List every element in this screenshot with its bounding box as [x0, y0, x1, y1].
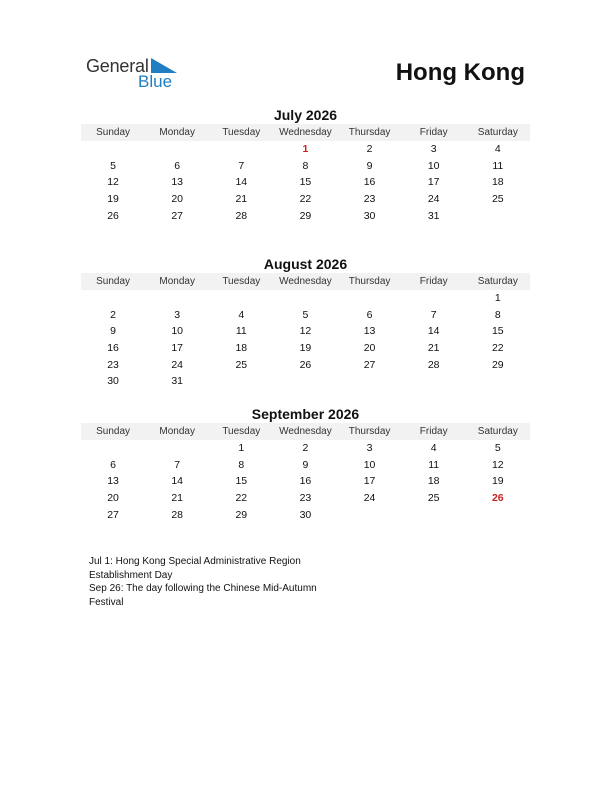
day-cell: 13	[171, 176, 184, 189]
day-cell: 28	[235, 209, 248, 222]
month-july	[81, 106, 530, 224]
day-cell: 4	[238, 308, 245, 321]
day-cell: 11	[492, 159, 504, 172]
weekday-label: Sunday	[96, 426, 131, 437]
day-cell: 26	[299, 358, 312, 371]
day-cell: 30	[363, 209, 376, 222]
day-cell: 11	[428, 458, 440, 471]
month-august	[81, 255, 530, 390]
day-cell: 27	[363, 358, 376, 371]
day-cell: 29	[491, 358, 504, 371]
day-cell: 27	[107, 508, 119, 521]
day-cell: 14	[235, 176, 248, 189]
day-cell: 17	[427, 176, 440, 189]
day-cell: 19	[107, 193, 119, 206]
day-cell: 11	[235, 325, 247, 338]
logo	[86, 56, 186, 92]
day-cell: 17	[171, 342, 184, 355]
weekday-label: Wednesday	[279, 426, 332, 437]
day-cell: 9	[302, 458, 309, 471]
day-cell: 25	[427, 492, 440, 505]
week-row	[81, 174, 530, 191]
logo-blue-text: Blue	[138, 72, 173, 91]
weekday-label: Sunday	[96, 276, 131, 287]
logo-general-text: General	[86, 56, 149, 76]
month-title: July 2026	[273, 107, 338, 123]
week-row	[81, 290, 530, 307]
weekday-label: Monday	[159, 127, 195, 138]
day-cell: 25	[491, 193, 504, 206]
holiday-notes	[89, 555, 349, 609]
day-cell: 12	[107, 176, 119, 189]
day-cell: 20	[107, 492, 119, 505]
day-cell: 2	[110, 308, 116, 321]
weekday-label: Wednesday	[279, 127, 332, 138]
day-cell: 7	[238, 159, 245, 172]
day-cell: 22	[299, 193, 312, 206]
day-cell: 21	[235, 193, 248, 206]
day-cell: 12	[299, 325, 312, 338]
week-row	[81, 323, 530, 340]
holiday-note: Jul 1: Hong Kong Special Administrative Region Establishment Day	[89, 556, 301, 581]
week-row	[81, 440, 530, 457]
week-row	[81, 457, 530, 474]
day-cell: 18	[491, 176, 504, 189]
weekday-label: Tuesday	[222, 127, 261, 138]
month-title: August 2026	[263, 256, 348, 272]
week-row	[81, 307, 530, 324]
day-cell: 7	[174, 458, 181, 471]
day-cell: 27	[171, 209, 184, 222]
day-cell: 10	[427, 159, 440, 172]
day-cell: 29	[235, 508, 248, 521]
week-row	[81, 191, 530, 208]
day-cell: 18	[427, 475, 440, 488]
day-cell: 29	[299, 209, 312, 222]
day-cell: 7	[430, 308, 437, 321]
day-cell: 1	[238, 442, 245, 455]
day-cell: 20	[171, 193, 184, 206]
day-cell: 15	[235, 475, 248, 488]
weekday-label: Thursday	[348, 276, 391, 287]
day-cell: 28	[427, 358, 440, 371]
day-cell: 24	[171, 358, 184, 371]
weekday-label: Saturday	[477, 276, 518, 287]
day-cell: 21	[171, 492, 184, 505]
day-cell: 13	[107, 475, 119, 488]
day-cell: 3	[366, 442, 373, 455]
week-row	[81, 473, 530, 490]
day-cell: 6	[366, 308, 373, 321]
weekday-label: Monday	[159, 426, 195, 437]
day-cell: 23	[107, 358, 119, 371]
week-row	[81, 141, 530, 158]
day-cell: 9	[366, 159, 373, 172]
day-cell: 20	[363, 342, 376, 355]
day-cell: 5	[494, 442, 501, 455]
day-cell: 13	[363, 325, 376, 338]
weekday-label: Friday	[419, 127, 448, 138]
day-cell: 26	[107, 209, 119, 222]
day-cell: 24	[427, 193, 440, 206]
day-cell: 21	[427, 342, 440, 355]
weekday-label: Tuesday	[222, 426, 261, 437]
weekday-header-row	[81, 273, 530, 290]
day-cell: 30	[299, 508, 312, 521]
day-cell: 15	[491, 325, 504, 338]
holiday-note: Sep 26: The day following the Chinese Mid-Autumn Festival	[89, 583, 317, 608]
week-row	[81, 490, 530, 507]
week-row	[81, 506, 530, 523]
day-cell: 3	[430, 143, 437, 156]
day-cell: 31	[427, 209, 440, 222]
weekday-header-row	[81, 423, 530, 440]
day-cell: 6	[174, 159, 181, 172]
weekday-label: Wednesday	[279, 276, 332, 287]
day-cell: 25	[235, 358, 248, 371]
day-cell: 23	[299, 492, 312, 505]
weekday-label: Friday	[419, 276, 448, 287]
week-row	[81, 373, 530, 390]
day-cell: 2	[366, 143, 373, 156]
day-cell: 19	[491, 475, 504, 488]
country-title: Hong Kong	[395, 59, 525, 86]
day-cell: 8	[238, 458, 245, 471]
day-cell: 14	[427, 325, 440, 338]
day-cell: 10	[171, 325, 184, 338]
week-row	[81, 340, 530, 357]
weekday-header-row	[81, 124, 530, 141]
day-cell: 1	[494, 292, 501, 305]
day-cell: 24	[363, 492, 376, 505]
day-cell: 22	[235, 492, 248, 505]
weekday-label: Saturday	[477, 426, 518, 437]
day-cell: 14	[171, 475, 184, 488]
week-row	[81, 158, 530, 175]
day-cell: 16	[363, 176, 376, 189]
day-cell: 22	[491, 342, 504, 355]
day-cell: 9	[110, 325, 116, 338]
month-september	[81, 405, 530, 523]
day-cell: 6	[110, 458, 116, 471]
holiday-day-cell: 1	[302, 143, 309, 156]
day-cell: 8	[494, 308, 501, 321]
day-cell: 17	[363, 475, 376, 488]
day-cell: 19	[299, 342, 312, 355]
day-cell: 23	[363, 193, 376, 206]
day-cell: 30	[107, 375, 119, 388]
weekday-label: Sunday	[96, 127, 131, 138]
weekday-label: Thursday	[348, 127, 391, 138]
weekday-label: Thursday	[348, 426, 391, 437]
day-cell: 31	[171, 375, 184, 388]
day-cell: 18	[235, 342, 248, 355]
day-cell: 5	[302, 308, 309, 321]
week-row	[81, 356, 530, 373]
weekday-label: Friday	[419, 426, 448, 437]
day-cell: 2	[302, 442, 309, 455]
month-title: September 2026	[251, 406, 360, 422]
holiday-day-cell: 26	[491, 492, 504, 505]
logo-triangle-icon	[151, 58, 177, 73]
day-cell: 4	[430, 442, 437, 455]
week-row	[81, 207, 530, 224]
day-cell: 12	[491, 458, 504, 471]
day-cell: 4	[494, 143, 501, 156]
weekday-label: Monday	[159, 276, 195, 287]
weekday-label: Saturday	[477, 127, 518, 138]
day-cell: 5	[110, 159, 116, 172]
day-cell: 28	[171, 508, 184, 521]
day-cell: 10	[363, 458, 376, 471]
day-cell: 8	[302, 159, 309, 172]
day-cell: 3	[174, 308, 181, 321]
weekday-label: Tuesday	[222, 276, 261, 287]
day-cell: 16	[107, 342, 119, 355]
day-cell: 16	[299, 475, 312, 488]
day-cell: 15	[299, 176, 312, 189]
